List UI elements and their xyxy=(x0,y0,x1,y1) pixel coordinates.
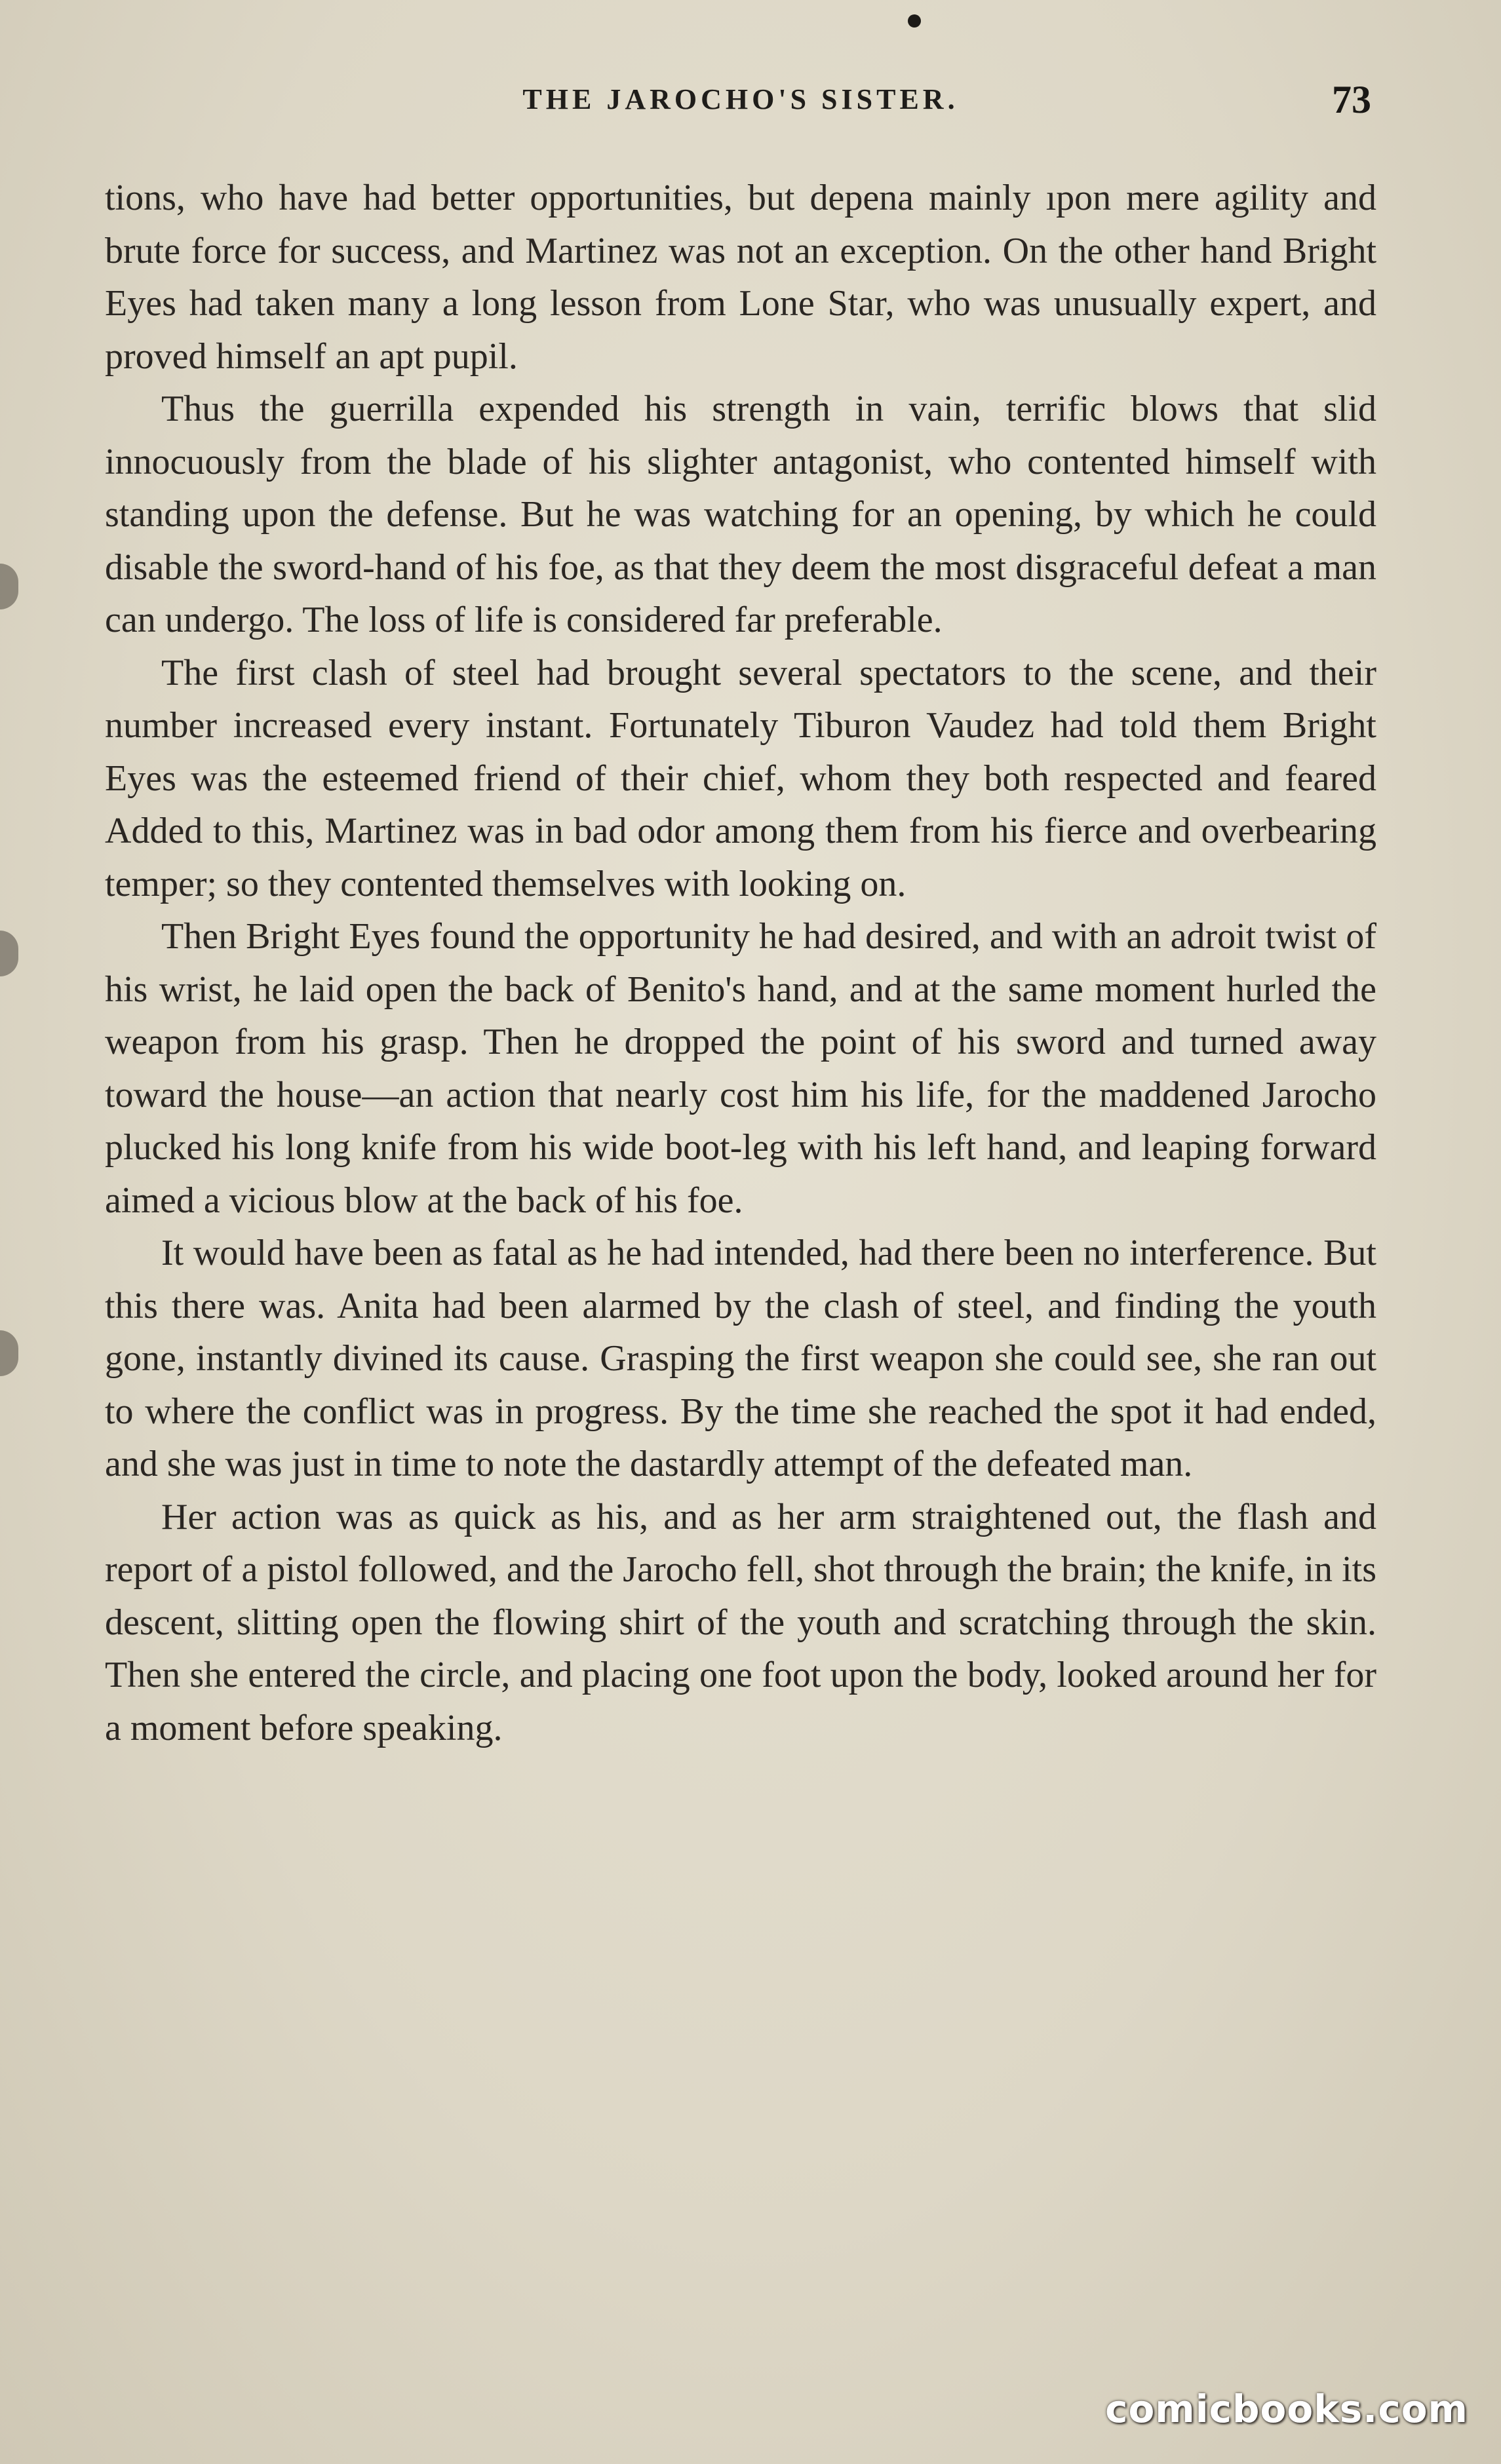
binding-hole xyxy=(0,931,18,976)
paragraph: The first clash of steel had brought several spectators to the scene, and their number increased every instant. Fortunately Tiburon Vaudez had told them Bright Eyes was the esteemed friend of their chief, whom they both respected and feared Added to this, Martinez was in bad odor among them from his fierce and overbearing temper; so they contented themselves with looking on. xyxy=(105,652,1376,904)
paragraph: Her action was as quick as his, and as her arm straightened out, the flash and report of a pistol followed, and the Jarocho fell, shot through the brain; the knife, in its descent, slitting open the flowing shirt of the youth and scratching through the skin. Then she entered the circle, and placing one foot upon the body, looked around her for a moment before speaking. xyxy=(105,1496,1376,1748)
paragraph: tions, who have had better opportunities, but depena mainly ıpon mere agility and brute force for success, and Martinez was not an exception. On the other hand Bright Eyes had taken many a long lesson from Lone Star, who was unusually expert, and proved himself an apt pupil. xyxy=(105,178,1376,377)
paragraph: Thus the guerrilla expended his strength in vain, terrific blows that slid innocuously from the blade of his slighter antagonist, who contented himself with standing upon the defense. But he was watching for an opening, by which he could disable the sword-hand of his foe, as that they deem the most disgraceful defeat a man can undergo. The loss of life is considered far preferable. xyxy=(105,389,1376,640)
paragraph: Then Bright Eyes found the opportunity he had desired, and with an adroit twist of his wrist, he laid open the back of Benito's hand, and at the same moment hurled the weapon from his grasp. Then he dropped the point of his sword and turned away toward the house—an action that nearly cost him his life, for the maddened Jarocho plucked his long knife from his wide boot-leg with his left hand, and leaping forward aimed a vicious blow at the back of his foe. xyxy=(105,916,1376,1221)
body-text xyxy=(105,172,1376,1754)
page-number: 73 xyxy=(1332,78,1371,121)
paragraph: It would have been as fatal as he had intended, had there been no interference. But this there was. Anita had been alarmed by the clash of steel, and finding the youth gone, instantly divined its cause. Grasping the first weapon she could see, she ran out to where the conflict was in progress. By the time she reached the spot it had ended, and she was just in time to note the dastardly attempt of the defeated man. xyxy=(105,1233,1376,1484)
binding-hole xyxy=(0,1330,18,1376)
page-header xyxy=(105,77,1376,130)
binding-hole xyxy=(0,564,18,609)
watermark: comicbooks.com xyxy=(1105,2387,1468,2431)
ink-dot xyxy=(908,14,921,28)
running-head: THE JAROCHO'S SISTER. xyxy=(522,83,959,115)
